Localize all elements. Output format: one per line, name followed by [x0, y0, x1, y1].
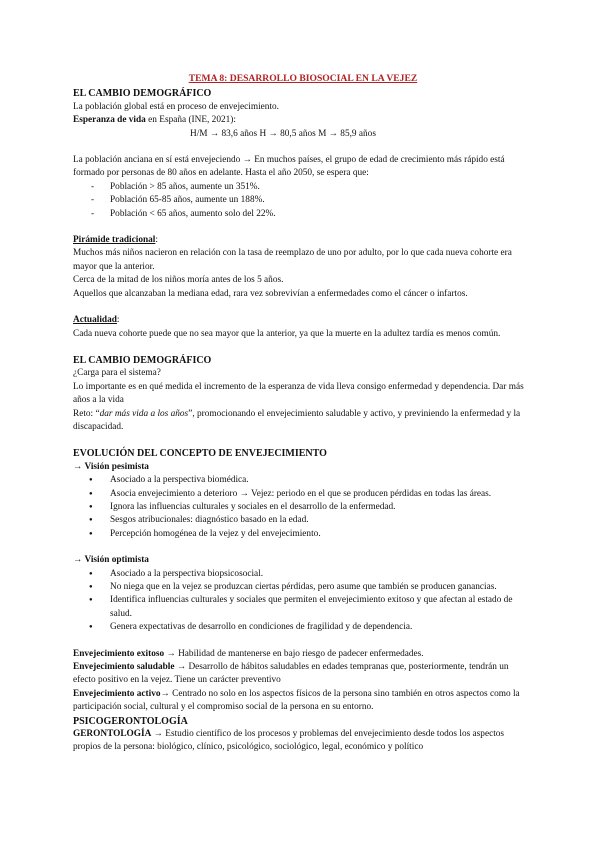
paragraph-envejecimiento-activo: Envejecimiento activo→ Centrado no solo en los aspectos físicos de la persona sino también en otros aspectos como la participación social, cultural y el compromiso social de la persona en su entorno. — [73, 688, 520, 713]
projection-list — [73, 181, 533, 221]
section-heading-cambio-demografico: EL CAMBIO DEMOGRÁFICO — [73, 88, 212, 100]
section-heading-psicogerontologia: PSICOGERONTOLOGÍA — [73, 715, 188, 727]
label-piramide-tradicional: Pirámide tradicional: — [73, 235, 158, 246]
paragraph-piramide-2: Cerca de la mitad de los niños moría antes de los 5 años. — [73, 275, 284, 286]
life-expectancy-stats: H/M → 83,6 años H → 80,5 años M → 85,9 años — [190, 128, 376, 139]
list-item: ● Asociado a la perspectiva biomédica. — [73, 474, 533, 487]
text-esperanza-vida: en España (INE, 2021): — [145, 115, 236, 126]
label-actualidad: Actualidad: — [73, 315, 120, 326]
document-page — [73, 72, 533, 755]
optimista-list — [73, 568, 533, 635]
list-item: - Población 65-85 años, aumente un 188%. — [73, 194, 533, 207]
section-heading-cambio-demografico-2: EL CAMBIO DEMOGRÁFICO — [73, 354, 212, 366]
paragraph-esperanza-vida — [73, 114, 533, 127]
list-item: ● Ignora las influencias culturales y sociales en el desarrollo de la enfermedad. — [73, 501, 533, 514]
paragraph-piramide-1: Muchos más niños nacieron en relación con la tasa de reemplazo de uno por adulto, por lo que cada nueva cohorte era mayor que la anterior. — [73, 248, 512, 272]
reto-quote: dar más vida a los años — [99, 408, 189, 419]
document-title: TEMA 8: DESARROLLO BIOSOCIAL EN LA VEJEZ — [188, 73, 418, 84]
list-item: ● Asocia envejecimiento a deterioro → Vejez: periodo en el que se producen pérdidas en todas las áreas. — [73, 488, 533, 501]
list-item: ● Genera expectativas de desarrollo en condiciones de fragilidad y de dependencia. — [73, 621, 533, 634]
paragraph-actualidad: Cada nueva cohorte puede que no sea mayor que la anterior, ya que la muerte en la adultez tardía es menos común. — [73, 328, 501, 339]
paragraph-piramide-3: Aquellos que alcanzaban la mediana edad, rara vez sobrevivían a enfermedades como el cáncer o infartos. — [73, 288, 468, 299]
section-heading-evolucion: EVOLUCIÓN DEL CONCEPTO DE ENVEJECIMIENTO — [73, 448, 327, 460]
paragraph-envejecimiento-exitoso: Envejecimiento exitoso → Habilidad de mantenerse en bajo riesgo de padecer enfermedades. — [73, 648, 424, 659]
list-item: ● Identifica influencias culturales y sociales que permiten el envejecimiento exitoso y que afectan al estado de salud. — [73, 594, 533, 621]
list-item: - Población > 85 años, aumente un 351%. — [73, 181, 533, 194]
paragraph-esperanza-dependencia: Lo importante es en qué medida el incremento de la esperanza de vida lleva consigo enfermedad y dependencia. Dar más años a la vida — [73, 381, 524, 406]
paragraph-gerontologia: GERONTOLOGÍA → Estudio científico de los procesos y problemas del envejecimiento desde todos los aspectos propios de la persona: biológico, clínico, psicológico, sociológico, legal, económico y político — [73, 729, 505, 753]
label-vision-optimista: → Visión optimista — [73, 555, 149, 566]
list-item: ● Asociado a la perspectiva biopsicosocial. — [73, 568, 533, 581]
label-vision-pesimista: → Visión pesimista — [73, 461, 149, 472]
list-item: ● No niega que en la vejez se produzcan ciertas pérdidas, pero asume que también se producen ganancias. — [73, 581, 533, 594]
list-item: ● Percepción homogénea de la vejez y del envejecimiento. — [73, 528, 533, 541]
paragraph-poblacion-global: La población global está en proceso de envejecimiento. — [73, 101, 280, 112]
paragraph-reto: Reto: “dar más vida a los años”, promocionando el envejecimiento saludable y activo, y previniendo la enfermedad y la discapacidad. — [73, 408, 521, 432]
pesimista-list — [73, 474, 533, 541]
list-item: ● Sesgos atribucionales: diagnóstico basado en la edad. — [73, 514, 533, 527]
label-esperanza-vida: Esperanza de vida — [73, 115, 146, 126]
paragraph-poblacion-anciana: La población anciana en sí está envejeciendo → En muchos países, el grupo de edad de crecimiento más rápido está formado por personas de 80 años en adelante. Hasta el año 2050, se espera que: — [73, 155, 505, 179]
question-carga-sistema: ¿Carga para el sistema? — [73, 368, 161, 379]
list-item: - Población < 65 años, aumento solo del 22%. — [73, 208, 533, 221]
paragraph-envejecimiento-saludable: Envejecimiento saludable → Desarrollo de hábitos saludables en edades tempranas que, posteriormente, tendrán un efecto positivo en la vejez. Tiene un carácter preventivo — [73, 662, 509, 686]
